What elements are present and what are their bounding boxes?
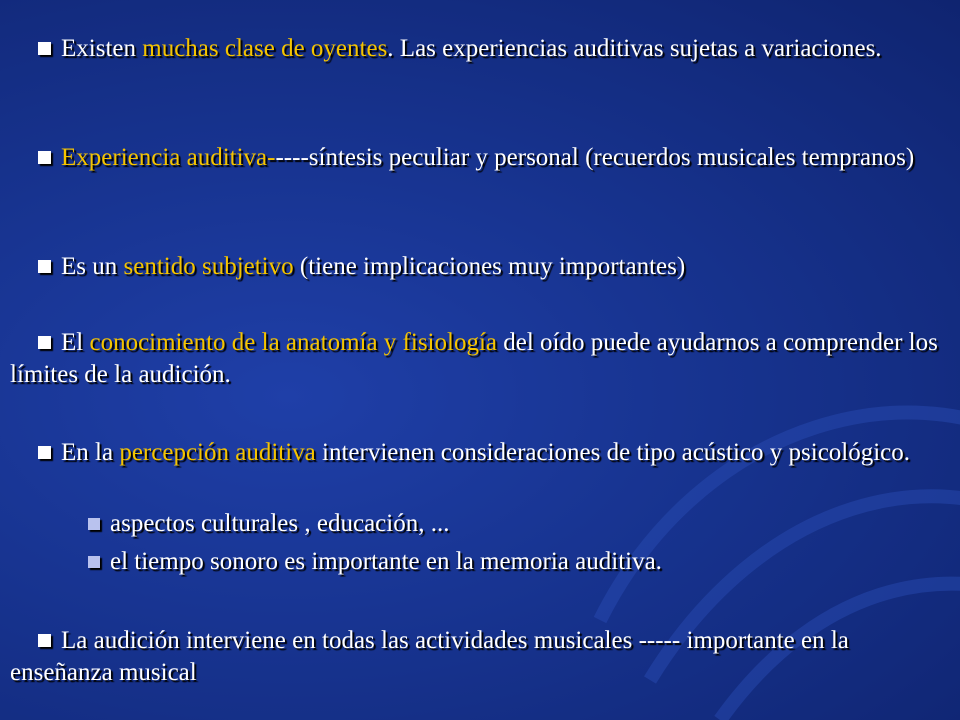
- text: aspectos culturales , educación, ...: [110, 510, 450, 537]
- square-bullet-icon: [38, 446, 51, 459]
- text: . Las experiencias auditivas sujetas a variaciones.: [387, 35, 882, 62]
- text: La audición interviene en todas las actividades musicales ----- importante en la enseñanza musical: [10, 627, 849, 686]
- square-bullet-icon: [38, 336, 51, 349]
- square-bullet-icon: [88, 556, 100, 568]
- text: Existen: [61, 35, 143, 62]
- square-bullet-icon: [88, 518, 100, 530]
- bullet-oyentes: [10, 33, 955, 65]
- bullet-experiencia-auditiva: [10, 142, 955, 174]
- text: En la: [61, 439, 120, 466]
- square-bullet-icon: [38, 42, 51, 55]
- highlight-text: conocimiento de la anatomía y fisiología: [89, 329, 497, 356]
- highlight-text: sentido subjetivo: [123, 253, 294, 280]
- text: intervienen consideraciones de tipo acústico y psicológico.: [315, 439, 911, 466]
- highlight-text: muchas clase de oyentes: [142, 35, 388, 62]
- text: del oído puede ayudarnos a comprender los límites de la audición.: [10, 329, 938, 388]
- square-bullet-icon: [38, 634, 51, 647]
- bullet-anatomia: [10, 327, 955, 391]
- highlight-text: percepción auditiva: [119, 439, 316, 466]
- highlight-text: Experiencia auditiva-: [61, 144, 276, 171]
- bullet-percepcion: [10, 437, 955, 469]
- sub-bullet-tiempo: [88, 546, 948, 578]
- square-bullet-icon: [38, 260, 51, 273]
- text: (tiene implicaciones muy importantes): [293, 253, 686, 280]
- square-bullet-icon: [38, 151, 51, 164]
- text: ----síntesis peculiar y personal (recuerdos musicales tempranos): [275, 144, 915, 171]
- bullet-audicion: [10, 625, 955, 689]
- sub-bullet-aspectos: [88, 508, 948, 540]
- text: el tiempo sonoro es importante en la memoria auditiva.: [110, 548, 662, 575]
- bullet-sentido-subjetivo: [10, 251, 955, 283]
- text: El: [61, 329, 90, 356]
- text: Es un: [61, 253, 124, 280]
